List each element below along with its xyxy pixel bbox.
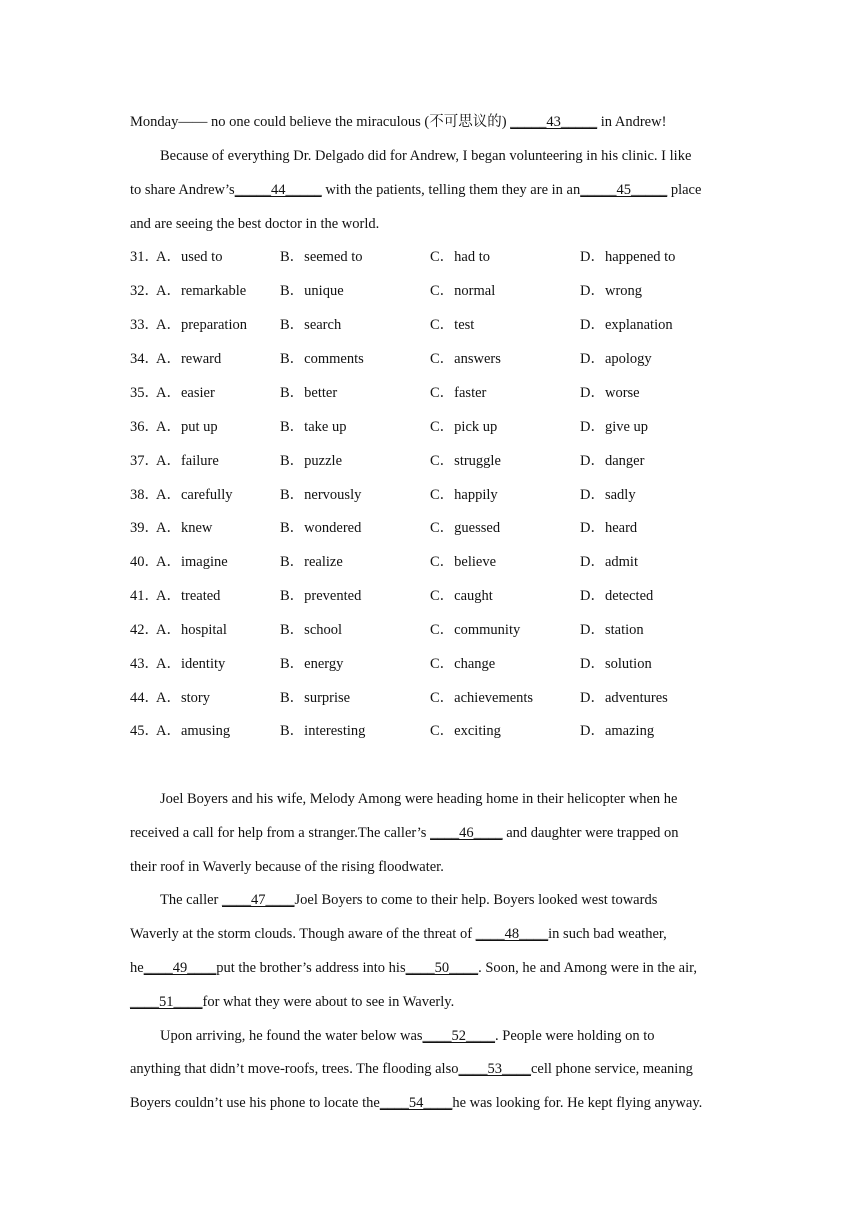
question-number: 40． <box>130 554 159 570</box>
question-number: 45． <box>130 723 159 739</box>
answer-blank-49: ____49____ <box>143 960 217 976</box>
option-a: A．used to <box>156 249 223 265</box>
option-a: A．easier <box>156 385 215 401</box>
question-number: 38． <box>130 487 159 503</box>
option-a: A．knew <box>156 520 213 536</box>
option-d: D．heard <box>580 520 638 536</box>
text-segment: he <box>130 960 144 976</box>
option-c: C．guessed <box>430 520 501 536</box>
option-a: A．story <box>156 690 210 706</box>
text-segment: cell phone service, meaning <box>530 1061 693 1077</box>
option-b: B．search <box>280 317 342 333</box>
answer-blank-44: _____44_____ <box>234 182 322 198</box>
option-c: C．happily <box>430 487 498 503</box>
option-row-45 <box>130 722 730 740</box>
option-b: B．seemed to <box>280 249 363 265</box>
option-d: D．happened to <box>580 249 676 265</box>
option-b: B．puzzle <box>280 453 343 469</box>
passage-line <box>160 891 760 909</box>
option-c: C．test <box>430 317 475 333</box>
answer-blank-51: ____51____ <box>130 994 203 1010</box>
text-segment: in such bad weather, <box>548 926 667 942</box>
option-row-38 <box>130 486 730 504</box>
option-d: D．apology <box>580 351 652 367</box>
text-segment: place <box>667 182 702 198</box>
option-a: A．remarkable <box>156 283 247 299</box>
option-row-37 <box>130 452 730 470</box>
option-b: B．school <box>280 622 343 638</box>
option-d: D．give up <box>580 419 649 435</box>
question-number: 37． <box>130 453 159 469</box>
option-a: A．treated <box>156 588 221 604</box>
option-a: A．failure <box>156 453 219 469</box>
text-segment: for what they were about to see in Waverly. <box>202 994 455 1010</box>
passage-line <box>130 959 730 977</box>
option-row-32 <box>130 282 730 300</box>
option-c: C．normal <box>430 283 496 299</box>
answer-blank-45: _____45_____ <box>580 182 668 198</box>
option-a: A．reward <box>156 351 222 367</box>
option-c: C．pick up <box>430 419 498 435</box>
question-number: 34． <box>130 351 159 367</box>
option-row-44 <box>130 689 730 707</box>
option-c: C．caught <box>430 588 493 604</box>
passage-line: their roof in Waverly because of the rising floodwater. <box>130 859 444 875</box>
option-row-31 <box>130 248 730 266</box>
text-segment: and daughter were trapped on <box>502 825 679 841</box>
option-b: B．comments <box>280 351 364 367</box>
text-segment: to share Andrew’s <box>130 182 235 198</box>
option-row-39 <box>130 519 730 537</box>
option-row-43 <box>130 655 730 673</box>
answer-blank-47: ____47____ <box>222 892 295 908</box>
question-number: 44． <box>130 690 159 706</box>
option-b: B．nervously <box>280 487 362 503</box>
question-number: 31． <box>130 249 159 265</box>
passage-line <box>130 1060 730 1078</box>
option-b: B．interesting <box>280 723 366 739</box>
passage-line <box>130 925 730 943</box>
passage-line: and are seeing the best doctor in the world. <box>130 216 380 232</box>
answer-blank-48: ____48____ <box>475 926 549 942</box>
answer-blank-53: ____53____ <box>458 1061 531 1077</box>
option-b: B．take up <box>280 419 347 435</box>
option-b: B．energy <box>280 656 344 672</box>
option-b: B．wondered <box>280 520 362 536</box>
text-segment: he was looking for. He kept flying anyway. <box>452 1095 703 1111</box>
option-c: C．had to <box>430 249 491 265</box>
option-a: A．put up <box>156 419 218 435</box>
option-c: C．believe <box>430 554 497 570</box>
option-row-40 <box>130 553 730 571</box>
answer-blank-43: _____43_____ <box>510 114 598 130</box>
text-segment: Waverly at the storm clouds. Though aware of the threat of <box>130 926 476 942</box>
question-number: 35． <box>130 385 159 401</box>
text-segment: with the patients, telling them they are in an <box>321 182 581 198</box>
text-segment: anything that didn’t move-roofs, trees. The flooding also <box>130 1061 459 1077</box>
option-d: D．worse <box>580 385 640 401</box>
option-row-35 <box>130 384 730 402</box>
option-d: D．station <box>580 622 644 638</box>
passage-line <box>130 113 730 131</box>
question-number: 32． <box>130 283 159 299</box>
option-b: B．prevented <box>280 588 362 604</box>
option-d: D．adventures <box>580 690 668 706</box>
option-d: D．detected <box>580 588 654 604</box>
option-c: C．faster <box>430 385 487 401</box>
option-c: C．achievements <box>430 690 534 706</box>
option-c: C．change <box>430 656 496 672</box>
option-d: D．admit <box>580 554 638 570</box>
passage-line: Because of everything Dr. Delgado did for Andrew, I began volunteering in his clinic. I like <box>160 148 692 164</box>
option-b: B．unique <box>280 283 344 299</box>
text-segment: put the brother’s address into his <box>216 960 406 976</box>
answer-blank-46: ____46____ <box>430 825 503 841</box>
passage-line <box>130 993 730 1011</box>
answer-blank-52: ____52____ <box>422 1028 496 1044</box>
option-d: D．sadly <box>580 487 636 503</box>
question-number: 43． <box>130 656 159 672</box>
option-d: D．solution <box>580 656 652 672</box>
option-a: A．amusing <box>156 723 231 739</box>
passage-line: Joel Boyers and his wife, Melody Among were heading home in their helicopter when he <box>160 791 678 807</box>
passage-line <box>130 824 730 842</box>
option-c: C．community <box>430 622 521 638</box>
text-segment: in Andrew! <box>597 114 667 130</box>
option-row-34 <box>130 350 730 368</box>
answer-blank-50: ____50____ <box>405 960 479 976</box>
option-row-36 <box>130 418 730 436</box>
option-d: D．amazing <box>580 723 655 739</box>
text-segment: Boyers couldn’t use his phone to locate the <box>130 1095 380 1111</box>
text-segment: . Soon, he and Among were in the air, <box>478 960 697 976</box>
option-row-33 <box>130 316 730 334</box>
answer-blank-54: ____54____ <box>379 1095 453 1111</box>
option-c: C．struggle <box>430 453 501 469</box>
option-a: A．carefully <box>156 487 233 503</box>
text-segment: . People were holding on to <box>495 1028 655 1044</box>
passage-line <box>130 181 730 199</box>
option-b: B．surprise <box>280 690 351 706</box>
option-a: A．hospital <box>156 622 227 638</box>
option-row-42 <box>130 621 730 639</box>
option-c: C．answers <box>430 351 501 367</box>
passage-line <box>130 1094 730 1112</box>
question-number: 39． <box>130 520 159 536</box>
option-b: B．better <box>280 385 338 401</box>
text-segment: Monday—— no one could believe the miraculous (不可思议的) <box>130 114 511 130</box>
option-a: A．imagine <box>156 554 228 570</box>
text-segment: The caller <box>160 892 222 908</box>
option-c: C．exciting <box>430 723 501 739</box>
question-number: 33． <box>130 317 159 333</box>
option-d: D．danger <box>580 453 645 469</box>
option-b: B．realize <box>280 554 343 570</box>
option-d: D．wrong <box>580 283 643 299</box>
passage-line <box>160 1027 760 1045</box>
option-row-41 <box>130 587 730 605</box>
question-number: 42． <box>130 622 159 638</box>
question-number: 41． <box>130 588 159 604</box>
question-number: 36． <box>130 419 159 435</box>
text-segment: Upon arriving, he found the water below was <box>160 1028 423 1044</box>
text-segment: received a call for help from a stranger.The caller’s <box>130 825 431 841</box>
text-segment: Joel Boyers to come to their help. Boyers looked west towards <box>294 892 658 908</box>
option-a: A．preparation <box>156 317 247 333</box>
option-d: D．explanation <box>580 317 673 333</box>
option-a: A．identity <box>156 656 226 672</box>
